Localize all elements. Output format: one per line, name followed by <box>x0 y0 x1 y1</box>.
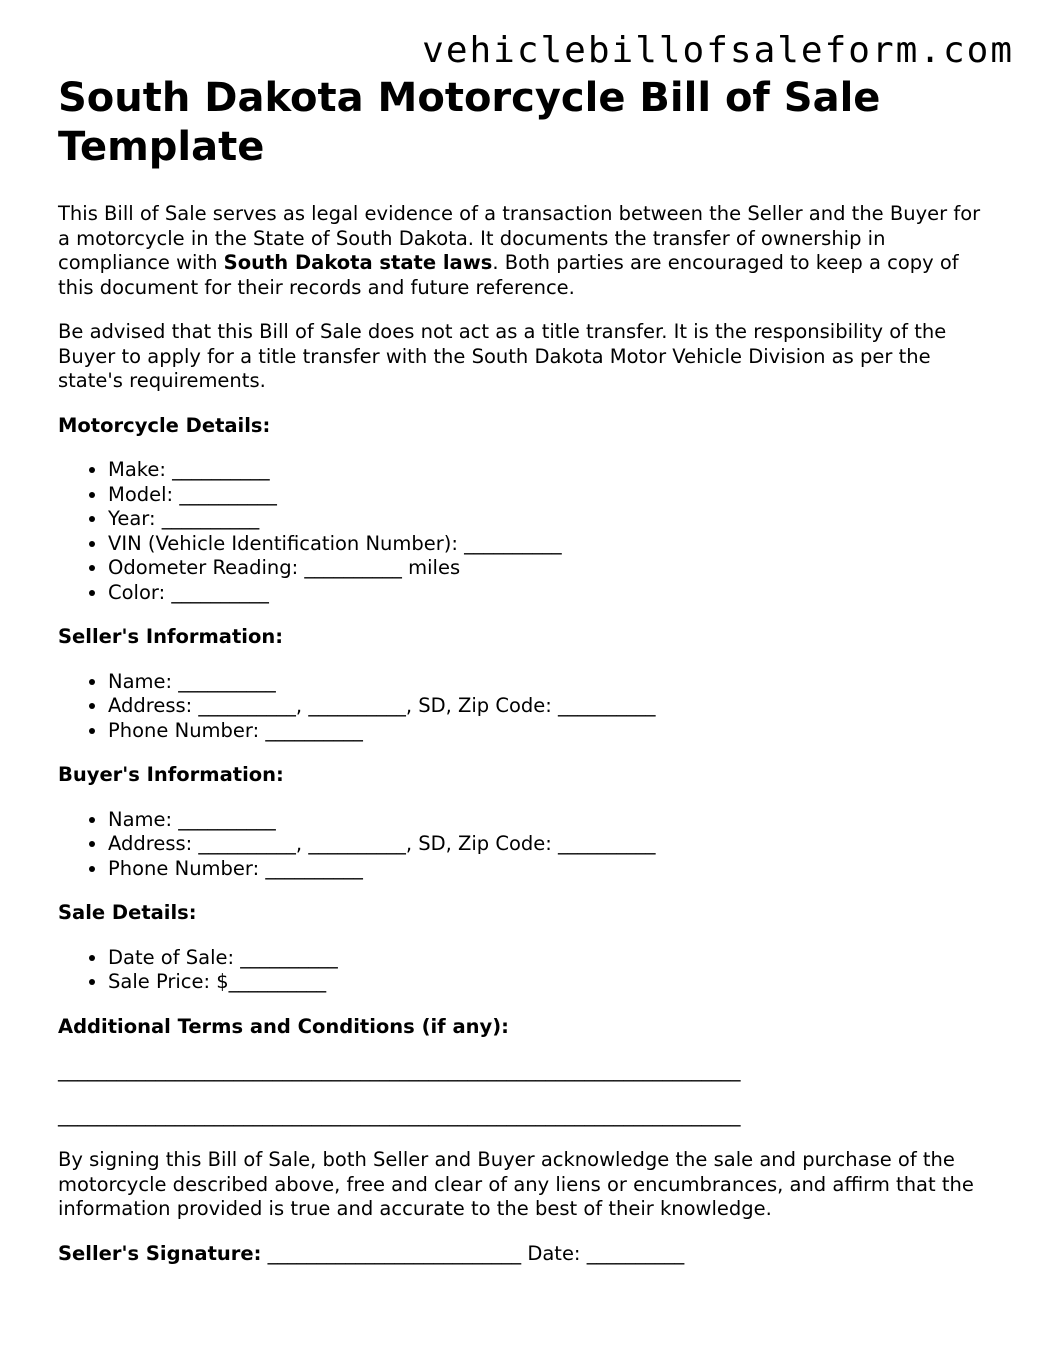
list-item: • Phone Number: __________ <box>108 719 998 744</box>
seller-info-list <box>58 670 998 744</box>
list-item: • Model: __________ <box>108 483 998 508</box>
seller-signature-label: Seller's Signature: <box>58 1241 262 1265</box>
acknowledgment-paragraph: By signing this Bill of Sale, both Seller and Buyer acknowledge the sale and purchase of the motorcycle described above, free and clear of any liens or encumbrances, and affirm that the information provided is true and accurate to the best of their knowledge. <box>58 1148 974 1220</box>
sale-details-heading: Sale Details: <box>58 901 197 924</box>
list-item: • Address: __________, __________, SD, Zip Code: __________ <box>108 832 998 857</box>
list-item: • Address: __________, __________, SD, Zip Code: __________ <box>108 694 998 719</box>
motorcycle-details-list <box>58 458 998 605</box>
list-item: • Name: __________ <box>108 808 998 833</box>
intro-bold-text: South Dakota state laws <box>223 251 493 274</box>
document-page <box>58 74 998 1266</box>
seller-info-heading: Seller's Information: <box>58 625 284 648</box>
sale-details-list <box>58 946 998 995</box>
list-item: • Phone Number: __________ <box>108 857 998 882</box>
buyer-info-list <box>58 808 998 882</box>
list-item: • Date of Sale: __________ <box>108 946 998 971</box>
site-watermark: vehiclebillofsaleform.com <box>422 30 1014 71</box>
list-item: • Year: __________ <box>108 507 998 532</box>
advisory-paragraph: Be advised that this Bill of Sale does not act as a title transfer. It is the responsibility of the Buyer to apply for a title transfer with the South Dakota Motor Vehicle Division as per the state's requirements. <box>58 320 947 392</box>
terms-blank-line-2: ______________________________________________________________________ <box>58 1103 741 1127</box>
list-item: • VIN (Vehicle Identification Number): __________ <box>108 532 998 557</box>
intro-paragraph <box>58 202 998 300</box>
list-item: • Sale Price: $__________ <box>108 970 998 995</box>
signature-date-field: Date: __________ <box>527 1241 685 1265</box>
additional-terms-heading: Additional Terms and Conditions (if any): <box>58 1014 509 1038</box>
motorcycle-details-heading: Motorcycle Details: <box>58 413 271 437</box>
intro-text-before: This Bill of Sale serves as legal evidence of a transaction between the Seller and the Buyer for a motorcycle in the State of South Dakota. It documents the transfer of ownership in compliance with <box>58 202 981 274</box>
list-item: • Name: __________ <box>108 670 998 695</box>
list-item: • Color: __________ <box>108 581 998 606</box>
buyer-info-heading: Buyer's Information: <box>58 763 284 786</box>
intro-text-after: . Both parties are encouraged to keep a copy of this document for their records and future reference. <box>58 251 959 299</box>
seller-signature-blank: __________________________ <box>261 1241 528 1265</box>
terms-blank-line-1: ______________________________________________________________________ <box>58 1059 741 1082</box>
page-title: South Dakota Motorcycle Bill of Sale Template <box>58 75 881 170</box>
list-item: • Make: __________ <box>108 458 998 483</box>
list-item: • Odometer Reading: __________ miles <box>108 556 998 581</box>
seller-signature-row <box>58 1242 998 1267</box>
